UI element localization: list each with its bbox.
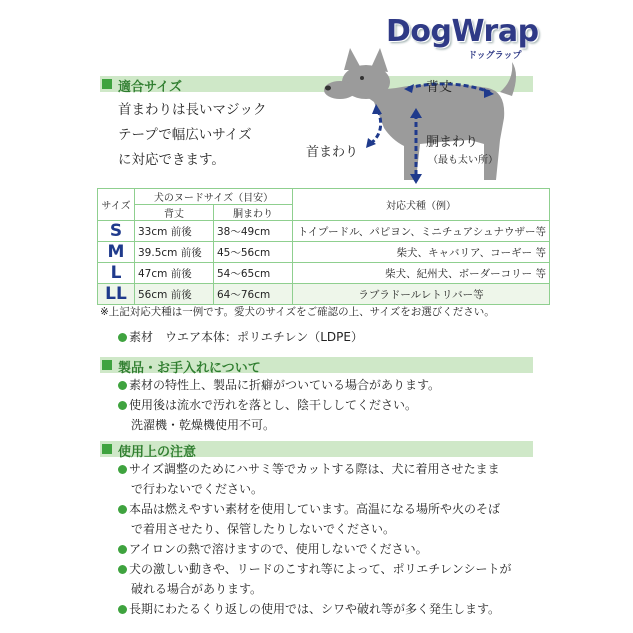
- fit-intro: [118, 98, 308, 173]
- header-back: 背丈: [135, 205, 214, 221]
- back-cell: 56cm 前後: [135, 284, 214, 305]
- size-cell: LL: [98, 284, 135, 305]
- table-row: [98, 221, 550, 242]
- bullet-icon: [118, 545, 127, 554]
- list-item: で行わないでください。: [131, 482, 264, 496]
- size-cell: L: [98, 263, 135, 284]
- care-section-title: 製品・お手入れについて: [118, 361, 261, 376]
- breeds-cell: 柴犬、キャバリア、コーギー 等: [293, 242, 550, 263]
- girth-cell: 38〜49cm: [214, 221, 293, 242]
- size-cell: S: [98, 221, 135, 242]
- list-item: 破れる場合があります。: [131, 582, 263, 596]
- list-item: アイロンの熱で溶けますので、使用しないでください。: [118, 539, 511, 559]
- back-cell: 47cm 前後: [135, 263, 214, 284]
- list-item: 本品は燃えやすい素材を使用しています。高温になる場所や火のそば: [118, 499, 511, 519]
- back-cell: 33cm 前後: [135, 221, 214, 242]
- care-list: [118, 375, 440, 435]
- bullet-icon: [118, 381, 127, 390]
- bullet-icon: [118, 505, 127, 514]
- label-girth-note: （最も太い所）: [428, 155, 498, 166]
- caution-section-marker: [102, 444, 112, 454]
- fit-intro-line: テープで幅広いサイズ: [118, 127, 252, 143]
- care-section-marker: [102, 360, 112, 370]
- bullet-icon: [118, 565, 127, 574]
- size-cell: M: [98, 242, 135, 263]
- girth-cell: 64〜76cm: [214, 284, 293, 305]
- table-row: [98, 284, 550, 305]
- list-item: 犬の激しい動きや、リードのこすれ等によって、ポリエチレンシートが: [118, 559, 511, 579]
- list-item: 洗濯機・乾燥機使用不可。: [131, 418, 276, 432]
- girth-cell: 45〜56cm: [214, 242, 293, 263]
- girth-cell: 54〜65cm: [214, 263, 293, 284]
- breeds-cell: トイプードル、パピヨン、ミニチュアシュナウザー等: [293, 221, 550, 242]
- dog-illustration: [300, 40, 530, 190]
- label-girth: 胴まわり: [426, 135, 479, 150]
- breeds-cell: ラブラドールレトリバー等: [293, 284, 550, 305]
- brand-logo-sub: ドッグラップ: [468, 51, 522, 61]
- header-nude: 犬のヌードサイズ（目安）: [135, 189, 293, 205]
- material-text: 素材 ウエア本体：ポリエチレン（LDPE）: [129, 330, 363, 344]
- list-item: 使用後は流水で汚れを落とし、陰干ししてください。: [118, 395, 440, 415]
- bullet-icon: [118, 605, 127, 614]
- list-item: 素材の特性上、製品に折癖がついている場合があります。: [118, 375, 440, 395]
- list-item: で着用させたり、保管したりしないでください。: [131, 522, 396, 536]
- table-row: [98, 242, 550, 263]
- header-breeds: 対応犬種（例）: [293, 189, 550, 221]
- table-header-row: [98, 189, 550, 205]
- fit-section-title: 適合サイズ: [118, 80, 182, 95]
- list-item: 長期にわたるくり返しの使用では、シワや破れ等が多く発生します。: [118, 599, 511, 619]
- header-girth: 胴まわり: [214, 205, 293, 221]
- bullet-icon: [118, 333, 127, 342]
- back-cell: 39.5cm 前後: [135, 242, 214, 263]
- fit-intro-line: 首まわりは長いマジック: [118, 102, 267, 118]
- fit-section-marker: [102, 79, 112, 89]
- label-back: 背丈: [426, 80, 453, 95]
- brand-logo: DogWrap: [386, 14, 539, 49]
- table-note: ※上記対応犬種は一例です。愛犬のサイズをご確認の上、サイズをお選びください。: [100, 306, 495, 318]
- material-line: [118, 327, 363, 347]
- caution-section-title: 使用上の注意: [118, 445, 197, 460]
- breeds-cell: 柴犬、紀州犬、ボーダーコリー 等: [293, 263, 550, 284]
- fit-intro-line: に対応できます。: [118, 152, 225, 168]
- caution-list: [118, 459, 511, 619]
- header-size: サイズ: [98, 189, 135, 221]
- table-row: [98, 263, 550, 284]
- label-neck: 首まわり: [306, 145, 359, 160]
- bullet-icon: [118, 465, 127, 474]
- bullet-icon: [118, 401, 127, 410]
- list-item: サイズ調整のためにハサミ等でカットする際は、犬に着用させたまま: [118, 459, 511, 479]
- size-table: [97, 188, 550, 305]
